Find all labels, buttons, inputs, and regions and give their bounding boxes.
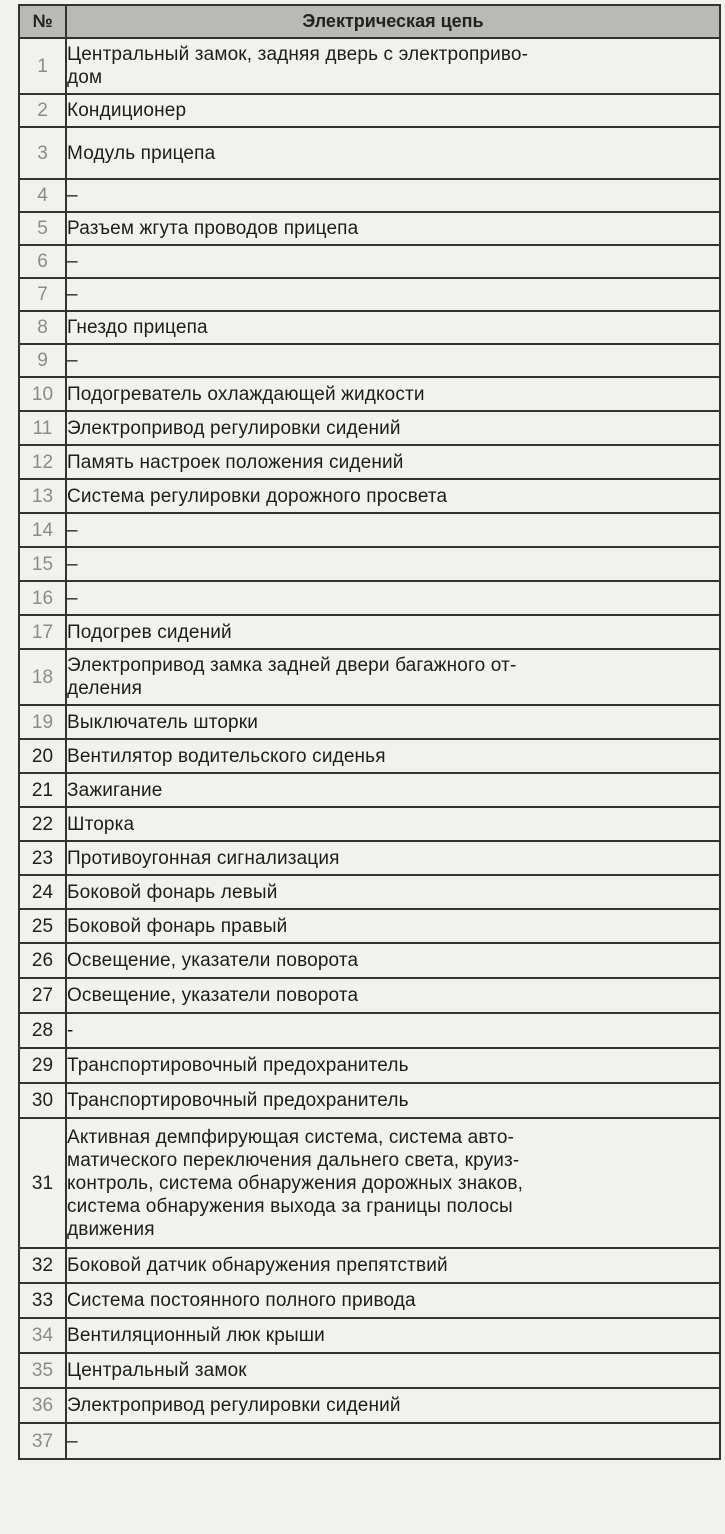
fuse-number: 1 <box>19 38 66 94</box>
fuse-number: 30 <box>19 1083 66 1118</box>
circuit-description: – <box>66 581 720 615</box>
fuse-number: 37 <box>19 1423 66 1459</box>
fuse-number: 5 <box>19 212 66 245</box>
table-row <box>19 841 720 875</box>
table-row <box>19 547 720 581</box>
circuit-description: Транспортировочный предохранитель <box>66 1083 720 1118</box>
circuit-description: Система постоянного полного привода <box>66 1283 720 1318</box>
circuit-description: Подогреватель охлаждающей жидкости <box>66 377 720 411</box>
table-row <box>19 1388 720 1423</box>
circuit-description: Подогрев сидений <box>66 615 720 649</box>
fuse-number: 21 <box>19 773 66 807</box>
table-row <box>19 1083 720 1118</box>
table-row <box>19 581 720 615</box>
circuit-description: Модуль прицепа <box>66 127 720 179</box>
fuse-number: 32 <box>19 1248 66 1283</box>
fuse-number: 14 <box>19 513 66 547</box>
circuit-description: Шторка <box>66 807 720 841</box>
table-row <box>19 943 720 978</box>
circuit-description: – <box>66 245 720 278</box>
circuit-description: – <box>66 547 720 581</box>
fuse-number: 29 <box>19 1048 66 1083</box>
circuit-description: – <box>66 179 720 212</box>
fuse-number: 31 <box>19 1118 66 1248</box>
fuse-number: 12 <box>19 445 66 479</box>
fuse-number: 9 <box>19 344 66 377</box>
circuit-description: Зажигание <box>66 773 720 807</box>
table-row <box>19 179 720 212</box>
circuit-description-line: Центральный замок, задняя дверь с электроприво- <box>67 44 529 65</box>
circuit-description: Память настроек положения сидений <box>66 445 720 479</box>
table-row <box>19 411 720 445</box>
table-row <box>19 127 720 179</box>
fuse-number: 28 <box>19 1013 66 1048</box>
fuse-number: 20 <box>19 739 66 773</box>
table-row <box>19 38 720 94</box>
circuit-description <box>66 1118 720 1248</box>
fuse-number: 22 <box>19 807 66 841</box>
table-row <box>19 311 720 344</box>
circuit-description: Разъем жгута проводов прицепа <box>66 212 720 245</box>
circuit-description: Гнездо прицепа <box>66 311 720 344</box>
table-row <box>19 344 720 377</box>
circuit-description: Боковой датчик обнаружения препятствий <box>66 1248 720 1283</box>
circuit-description: - <box>66 1013 720 1048</box>
fuse-number: 6 <box>19 245 66 278</box>
circuit-description: Центральный замок <box>66 1353 720 1388</box>
header-number: № <box>19 5 66 38</box>
circuit-description-line: дом <box>67 67 103 88</box>
fuse-number: 2 <box>19 94 66 127</box>
circuit-description: Противоугонная сигнализация <box>66 841 720 875</box>
table-row <box>19 649 720 705</box>
circuit-description: Кондиционер <box>66 94 720 127</box>
circuit-description: – <box>66 1423 720 1459</box>
table-row <box>19 978 720 1013</box>
table-row <box>19 212 720 245</box>
circuit-description: Освещение, указатели поворота <box>66 943 720 978</box>
circuit-description: – <box>66 513 720 547</box>
fuse-number: 35 <box>19 1353 66 1388</box>
table-row <box>19 1048 720 1083</box>
fuse-number: 10 <box>19 377 66 411</box>
fuse-number: 25 <box>19 909 66 943</box>
circuit-description: Электропривод регулировки сидений <box>66 411 720 445</box>
table-row <box>19 445 720 479</box>
circuit-description-line: система обнаружения выхода за границы полосы <box>67 1195 513 1217</box>
circuit-description: – <box>66 344 720 377</box>
table-header-row <box>19 5 720 38</box>
circuit-description: – <box>66 278 720 311</box>
circuit-description-line: Электропривод замка задней двери багажного от- <box>67 655 517 676</box>
circuit-description: Боковой фонарь правый <box>66 909 720 943</box>
fuse-number: 26 <box>19 943 66 978</box>
fuse-number: 17 <box>19 615 66 649</box>
table-row <box>19 1423 720 1459</box>
table-row <box>19 1118 720 1248</box>
circuit-description-line: деления <box>67 678 143 699</box>
table-row <box>19 1283 720 1318</box>
fuse-number: 16 <box>19 581 66 615</box>
table-body <box>19 38 720 1459</box>
fuse-number: 13 <box>19 479 66 513</box>
table-row <box>19 807 720 841</box>
circuit-description <box>66 38 720 94</box>
fuse-number: 24 <box>19 875 66 909</box>
circuit-description-line: движения <box>67 1218 155 1240</box>
table-row <box>19 909 720 943</box>
circuit-description: Электропривод регулировки сидений <box>66 1388 720 1423</box>
table-row <box>19 513 720 547</box>
fuse-number: 33 <box>19 1283 66 1318</box>
fuse-number: 11 <box>19 411 66 445</box>
circuit-description: Освещение, указатели поворота <box>66 978 720 1013</box>
table-row <box>19 1353 720 1388</box>
circuit-description: Транспортировочный предохранитель <box>66 1048 720 1083</box>
circuit-description-line: Активная демпфирующая система, система авто- <box>67 1126 515 1148</box>
table-row <box>19 245 720 278</box>
fuse-number: 18 <box>19 649 66 705</box>
fuse-circuit-table <box>18 4 721 1460</box>
fuse-number: 27 <box>19 978 66 1013</box>
table-row <box>19 773 720 807</box>
table-row <box>19 615 720 649</box>
circuit-description: Вентиляционный люк крыши <box>66 1318 720 1353</box>
circuit-description: Боковой фонарь левый <box>66 875 720 909</box>
table-row <box>19 377 720 411</box>
fuse-number: 36 <box>19 1388 66 1423</box>
header-circuit: Электрическая цепь <box>66 5 720 38</box>
fuse-number: 23 <box>19 841 66 875</box>
table-row <box>19 94 720 127</box>
table-row <box>19 1248 720 1283</box>
fuse-number: 4 <box>19 179 66 212</box>
table-row <box>19 705 720 739</box>
circuit-description <box>66 649 720 705</box>
circuit-description: Выключатель шторки <box>66 705 720 739</box>
table-row <box>19 875 720 909</box>
circuit-description-line: матического переключения дальнего света, круиз- <box>67 1149 520 1171</box>
table-row <box>19 1013 720 1048</box>
table-row <box>19 1318 720 1353</box>
fuse-number: 8 <box>19 311 66 344</box>
table-row <box>19 739 720 773</box>
circuit-description: Система регулировки дорожного просвета <box>66 479 720 513</box>
fuse-number: 15 <box>19 547 66 581</box>
table-row <box>19 278 720 311</box>
table-row <box>19 479 720 513</box>
fuse-number: 7 <box>19 278 66 311</box>
fuse-number: 34 <box>19 1318 66 1353</box>
circuit-description: Вентилятор водительского сиденья <box>66 739 720 773</box>
fuse-number: 3 <box>19 127 66 179</box>
circuit-description-line: контроль, система обнаружения дорожных знаков, <box>67 1172 523 1194</box>
fuse-number: 19 <box>19 705 66 739</box>
